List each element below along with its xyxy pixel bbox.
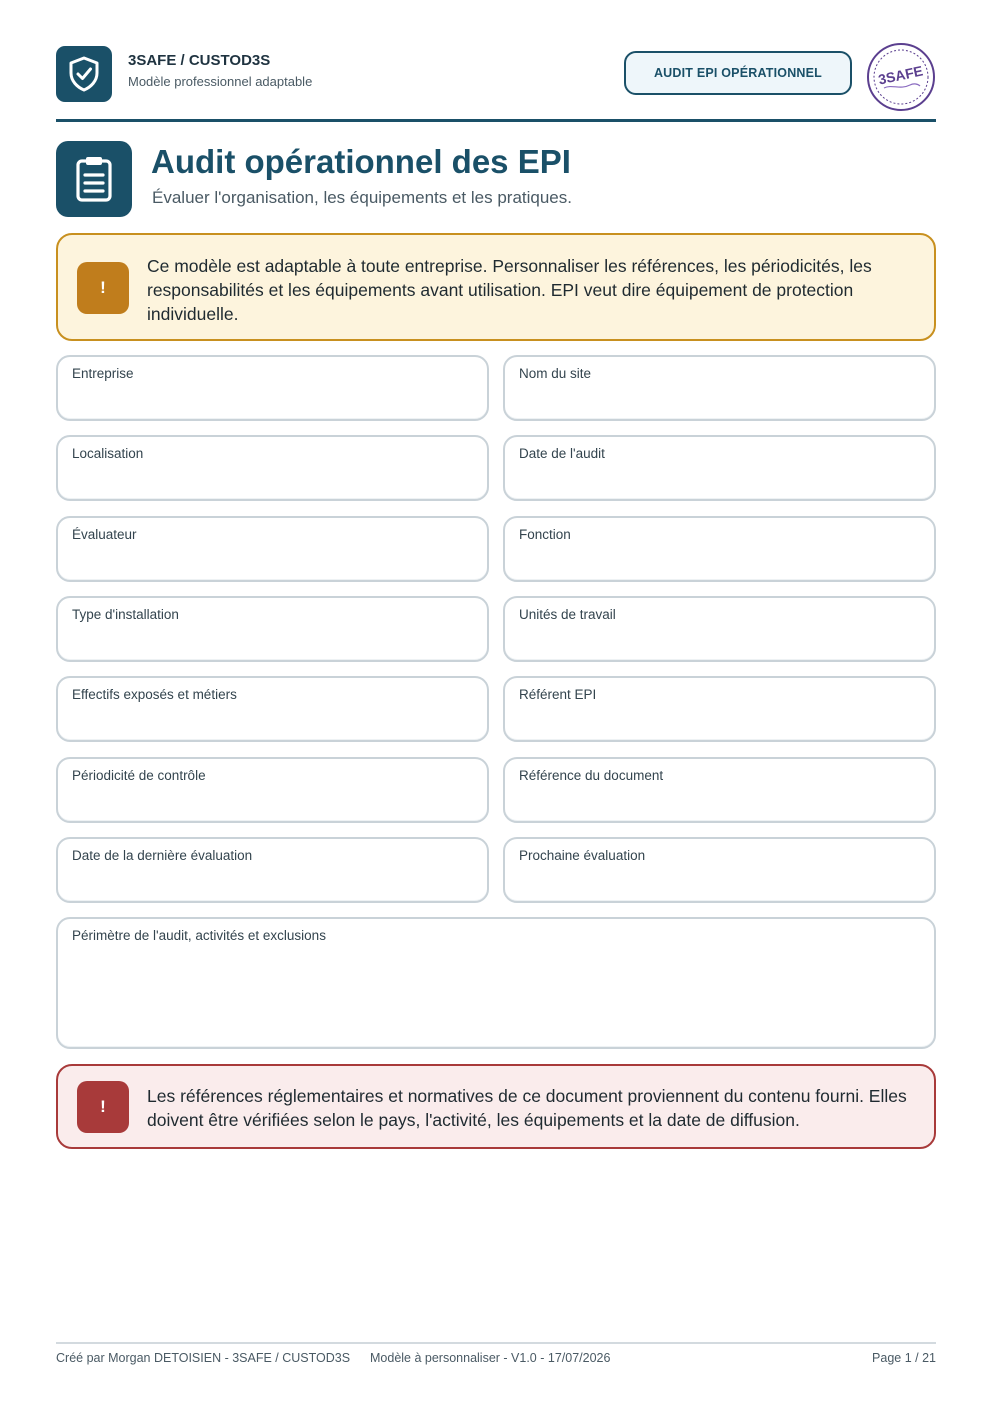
shield-check-icon [67,55,101,93]
regulatory-notice [56,1064,936,1149]
field-label: Évaluateur [72,527,137,542]
clipboard-icon [74,155,114,203]
notice-text: Les références réglementaires et normatives de ce document proviennent du contenu fourni. Elles doivent être vérifiées selon le pays, l'activité, les équipements et la date de diffusion. [147,1086,907,1130]
document-type-badge: AUDIT EPI OPÉRATIONNEL [624,51,852,95]
field-date-derniere-evaluation[interactable] [56,837,489,903]
brand-logo [56,46,112,102]
adaptation-notice [56,233,936,341]
footer-author: Créé par Morgan DETOISIEN - 3SAFE / CUSTOD3S [56,1351,351,1365]
field-reference-document[interactable] [503,757,936,823]
field-periodicite-controle[interactable] [56,757,489,823]
field-label: Localisation [72,446,144,461]
field-prochaine-evaluation[interactable] [503,837,936,903]
field-label: Type d'installation [72,607,179,622]
company-seal [866,42,936,112]
field-entreprise[interactable] [56,355,489,421]
field-label: Unités de travail [519,607,616,622]
field-fonction[interactable] [503,516,936,582]
field-label: Nom du site [519,366,592,381]
footer-version: Modèle à personnaliser - V1.0 - 17/07/2026 [370,1351,611,1365]
field-nom-du-site[interactable] [503,355,936,421]
field-label: Effectifs exposés et métiers [72,687,237,702]
field-label: Entreprise [72,366,134,381]
field-evaluateur[interactable] [56,516,489,582]
field-label: Date de l'audit [519,446,605,461]
field-label: Référence du document [519,768,664,783]
seal-text: 3SAFE [876,62,925,88]
footer-page-number: Page 1 / 21 [872,1351,936,1365]
header-divider [56,119,936,122]
field-perimetre-audit[interactable] [56,917,936,1049]
brand-tagline: Modèle professionnel adaptable [128,74,313,89]
title-icon-box [56,141,132,217]
field-date-audit[interactable] [503,435,936,501]
field-referent-epi[interactable] [503,676,936,742]
notice-text: Ce modèle est adaptable à toute entreprise. Personnaliser les références, les périodicités, les responsabilités et les équipements avant utilisation. EPI veut dire équipement de protection individuelle. [147,256,872,324]
field-label: Périodicité de contrôle [72,768,206,783]
field-label: Date de la dernière évaluation [72,848,253,863]
exclamation-icon: ! [77,1081,129,1133]
field-label: Référent EPI [519,687,597,702]
exclamation-icon: ! [77,262,129,314]
page-title: Audit opérationnel des EPI [151,143,571,180]
field-localisation[interactable] [56,435,489,501]
field-effectifs-exposes[interactable] [56,676,489,742]
footer-divider [56,1342,936,1344]
page-subtitle: Évaluer l'organisation, les équipements et les pratiques. [152,188,572,207]
field-type-installation[interactable] [56,596,489,662]
field-label: Prochaine évaluation [519,848,646,863]
field-label: Fonction [519,527,571,542]
field-label: Périmètre de l'audit, activités et exclusions [72,928,326,943]
field-unites-travail[interactable] [503,596,936,662]
brand-name: 3SAFE / CUSTOD3S [128,52,271,69]
